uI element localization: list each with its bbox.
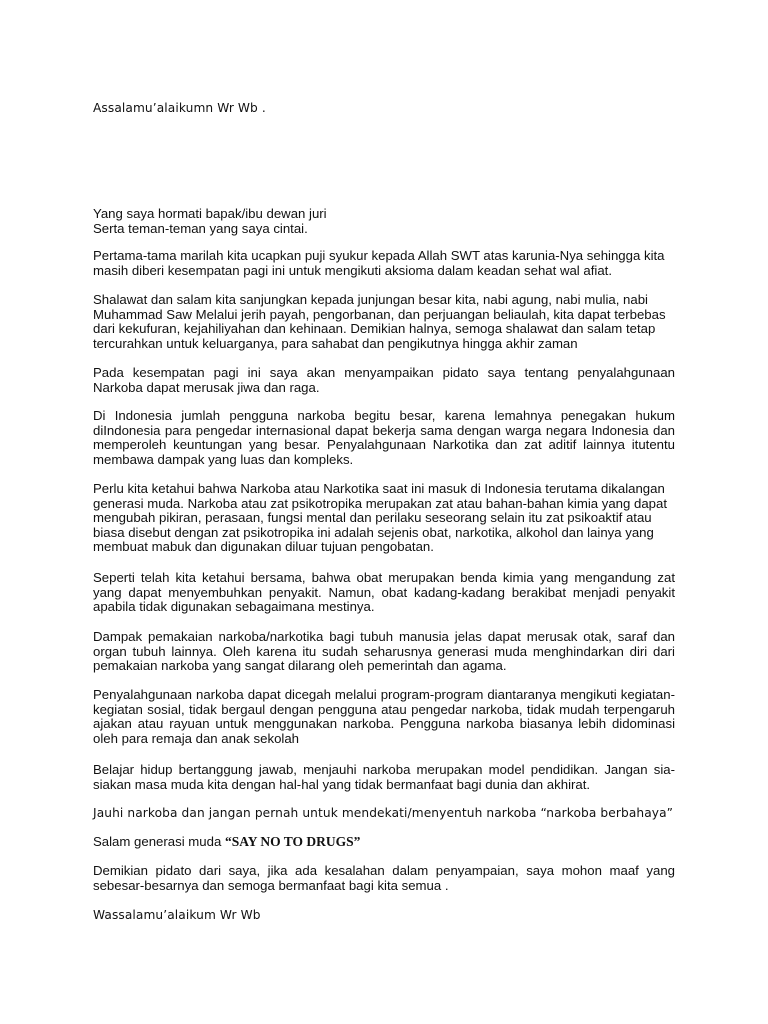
salam-prefix: Salam generasi muda [93, 834, 225, 849]
paragraph-shalawat: Shalawat dan salam kita sanjungkan kepada junjungan besar kita, nabi agung, nabi mulia, nabi Muhammad Saw Melalui jerih payah, pengorbanan, dan perjuangan beliaulah, kita dapat terbebas dari kekufuran, kejahiliyahan dan kehinaan. Demikian halnya, semoga shalawat dan salam tetap tercurahkan untuk keluarganya, para sahabat dan pengikutnya hingga akhir zaman [93, 292, 666, 351]
paragraph-topic: Pada kesempatan pagi ini saya akan menyampaikan pidato saya tentang penyalahgunaan Narkoba dapat merusak jiwa dan raga. [93, 365, 675, 395]
paragraph-narkoba-definition: Perlu kita ketahui bahwa Narkoba atau Narkotika saat ini masuk di Indonesia terutama dikalangan generasi muda. Narkoba atau zat psikotropika merupakan zat atau bahan-bahan kimia yang dapat mengubah pikiran, perasaan, fungsi mental dan perilaku seseorang selain itu zat psikoaktif atau biasa disebut dengan zat psikotropika ini adalah sejenis obat, narkotika, alkohol dan lainya yang membuat mabuk dan digunakan diluar tujuan pengobatan. [93, 481, 668, 555]
say-no-to-drugs: “SAY NO TO DRUGS” [224, 834, 361, 849]
paragraph-dampak: Dampak pemakaian narkoba/narkotika bagi tubuh manusia jelas dapat merusak otak, saraf dan organ tubuh lainnya. Oleh karena itu sudah seharusnya generasi muda menghindarkan diri dari pemakaian narkoba yang sangat dilarang oleh pemerintah dan agama. [93, 629, 675, 674]
paragraph-indonesia: Di Indonesia jumlah pengguna narkoba begitu besar, karena lemahnya penegakan hukum diIndonesia para pengedar internasional dapat bekerja sama dengan warga negara Indonesia dan memperoleh keuntungan yang besar. Penyalahgunaan Narkotika dan zat aditif lainnya itutentu membawa dampak yang luas dan kompleks. [93, 408, 675, 467]
address-line-1: Yang saya hormati bapak/ibu dewan juri [93, 206, 327, 221]
paragraph-belajar: Belajar hidup bertanggung jawab, menjauhi narkoba merupakan model pendidikan. Jangan sia-siakan masa muda kita dengan hal-hal yang tidak bermanfaat bagi dunia dan akhirat. [93, 762, 675, 792]
paragraph-obat: Seperti telah kita ketahui bersama, bahwa obat merupakan benda kimia yang mengandung zat yang dapat menyembuhkan penyakit. Namun, obat kadang-kadang berakibat menjadi penyakit apabila tidak digunakan sebagaimana mestinya. [93, 570, 675, 615]
paragraph-pencegahan: Penyalahgunaan narkoba dapat dicegah melalui program-program diantaranya mengikuti kegiatan-kegiatan sosial, tidak bergaul dengan pengguna atau pengedar narkoba, tidak mudah terpengaruh ajakan atau rayuan untuk menggunakan narkoba. Pengguna narkoba biasanya lebih didominasi oleh para remaja dan anak sekolah [93, 687, 675, 746]
salam-generasi-muda [93, 834, 360, 849]
paragraph-opening: Pertama-tama marilah kita ucapkan puji syukur kepada Allah SWT atas karunia-Nya sehingga kita masih diberi kesempatan pagi ini untuk mengikuti aksioma dalam keadan sehat wal afiat. [93, 248, 665, 278]
slogan: Jauhi narkoba dan jangan pernah untuk mendekati/menyentuh narkoba “narkoba berbahaya” [93, 806, 674, 820]
paragraph-closing: Demikian pidato dari saya, jika ada kesalahan dalam penyampaian, saya mohon maaf yang sebesar-besarnya dan semoga bermanfaat bagi kita semua . [93, 863, 675, 893]
address-line-2: Serta teman-teman yang saya cintai. [93, 221, 308, 236]
greeting: Assalamu’alaikumn Wr Wb . [93, 101, 266, 115]
farewell: Wassalamu’alaikum Wr Wb [93, 908, 261, 922]
